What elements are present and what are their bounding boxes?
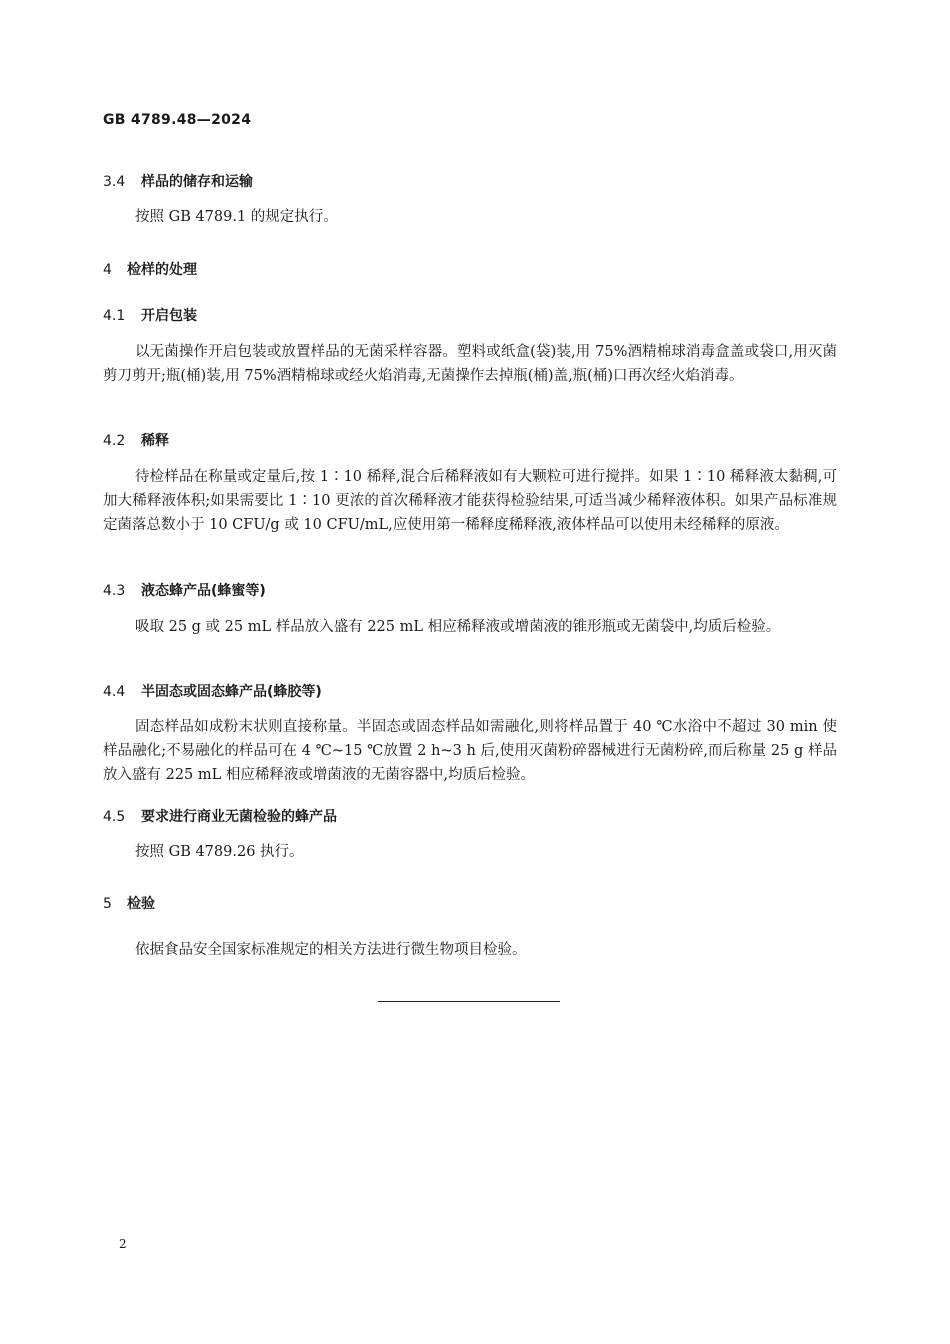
- paragraph-4-3: 吸取 25 g 或 25 mL 样品放入盛有 225 mL 相应稀释液或增菌液的锥形瓶或无菌袋中,均质后检验。: [135, 619, 781, 635]
- heading-number: 4.4: [103, 684, 126, 700]
- heading-4: [103, 259, 197, 279]
- page-number: 2: [119, 1237, 127, 1251]
- heading-5: [103, 893, 155, 913]
- heading-title: 检验: [127, 896, 155, 912]
- heading-title: 半固态或固态蜂产品(蜂胶等): [141, 684, 322, 700]
- heading-number: 4.3: [103, 583, 126, 599]
- heading-4-1: [103, 305, 197, 325]
- heading-4-2: [103, 430, 169, 450]
- heading-number: 5: [103, 896, 112, 912]
- heading-title: 要求进行商业无菌检验的蜂产品: [141, 809, 337, 825]
- standard-code-header: GB 4789.48—2024: [103, 112, 252, 128]
- paragraph-4-2: 待检样品在称量或定量后,按 1∶10 稀释,混合后稀释液如有大颗粒可进行搅拌。如果 1∶10 稀释液太黏稠,可加大稀释液体积;如果需要比 1∶10 更浓的首次稀释液才能获得检验结果,可适当减少稀释液体积。如果产品标准规定菌落总数小于 10 CFU/g 或 10 CFU/mL,应使用第一稀释度稀释液,液体样品可以使用未经稀释的原液。: [103, 469, 837, 533]
- heading-title: 样品的储存和运输: [141, 174, 253, 190]
- paragraph-5: 依据食品安全国家标准规定的相关方法进行微生物项目检验。: [135, 942, 527, 958]
- heading-4-3: [103, 580, 266, 600]
- heading-title: 液态蜂产品(蜂蜜等): [141, 583, 266, 599]
- heading-4-4: [103, 681, 322, 701]
- heading-number: 4: [103, 262, 112, 278]
- heading-number: 4.5: [103, 809, 126, 825]
- heading-number: 4.1: [103, 308, 126, 324]
- paragraph-3-4: 按照 GB 4789.1 的规定执行。: [135, 209, 338, 225]
- heading-title: 开启包装: [141, 308, 197, 324]
- heading-3-4: [103, 171, 253, 191]
- heading-number: 4.2: [103, 433, 126, 449]
- end-rule: [378, 1001, 560, 1002]
- heading-title: 检样的处理: [127, 262, 197, 278]
- paragraph-4-4: 固态样品如成粉末状则直接称量。半固态或固态样品如需融化,则将样品置于 40 ℃水浴中不超过 30 min 使样品融化;不易融化的样品可在 4 ℃~15 ℃放置 2 h~3 h 后,使用灭菌粉碎器械进行无菌粉碎,而后称量 25 g 样品放入盛有 225 mL 相应稀释液或增菌液的无菌容器中,均质后检验。: [103, 719, 837, 783]
- paragraph-4-1: 以无菌操作开启包装或放置样品的无菌采样容器。塑料或纸盒(袋)装,用 75%酒精棉球消毒盒盖或袋口,用灭菌剪刀剪开;瓶(桶)装,用 75%酒精棉球或经火焰消毒,无菌操作去掉瓶(桶)盖,瓶(桶)口再次经火焰消毒。: [103, 344, 837, 384]
- heading-title: 稀释: [141, 433, 169, 449]
- heading-number: 3.4: [103, 174, 126, 190]
- heading-4-5: [103, 806, 337, 826]
- paragraph-4-5: 按照 GB 4789.26 执行。: [135, 844, 304, 860]
